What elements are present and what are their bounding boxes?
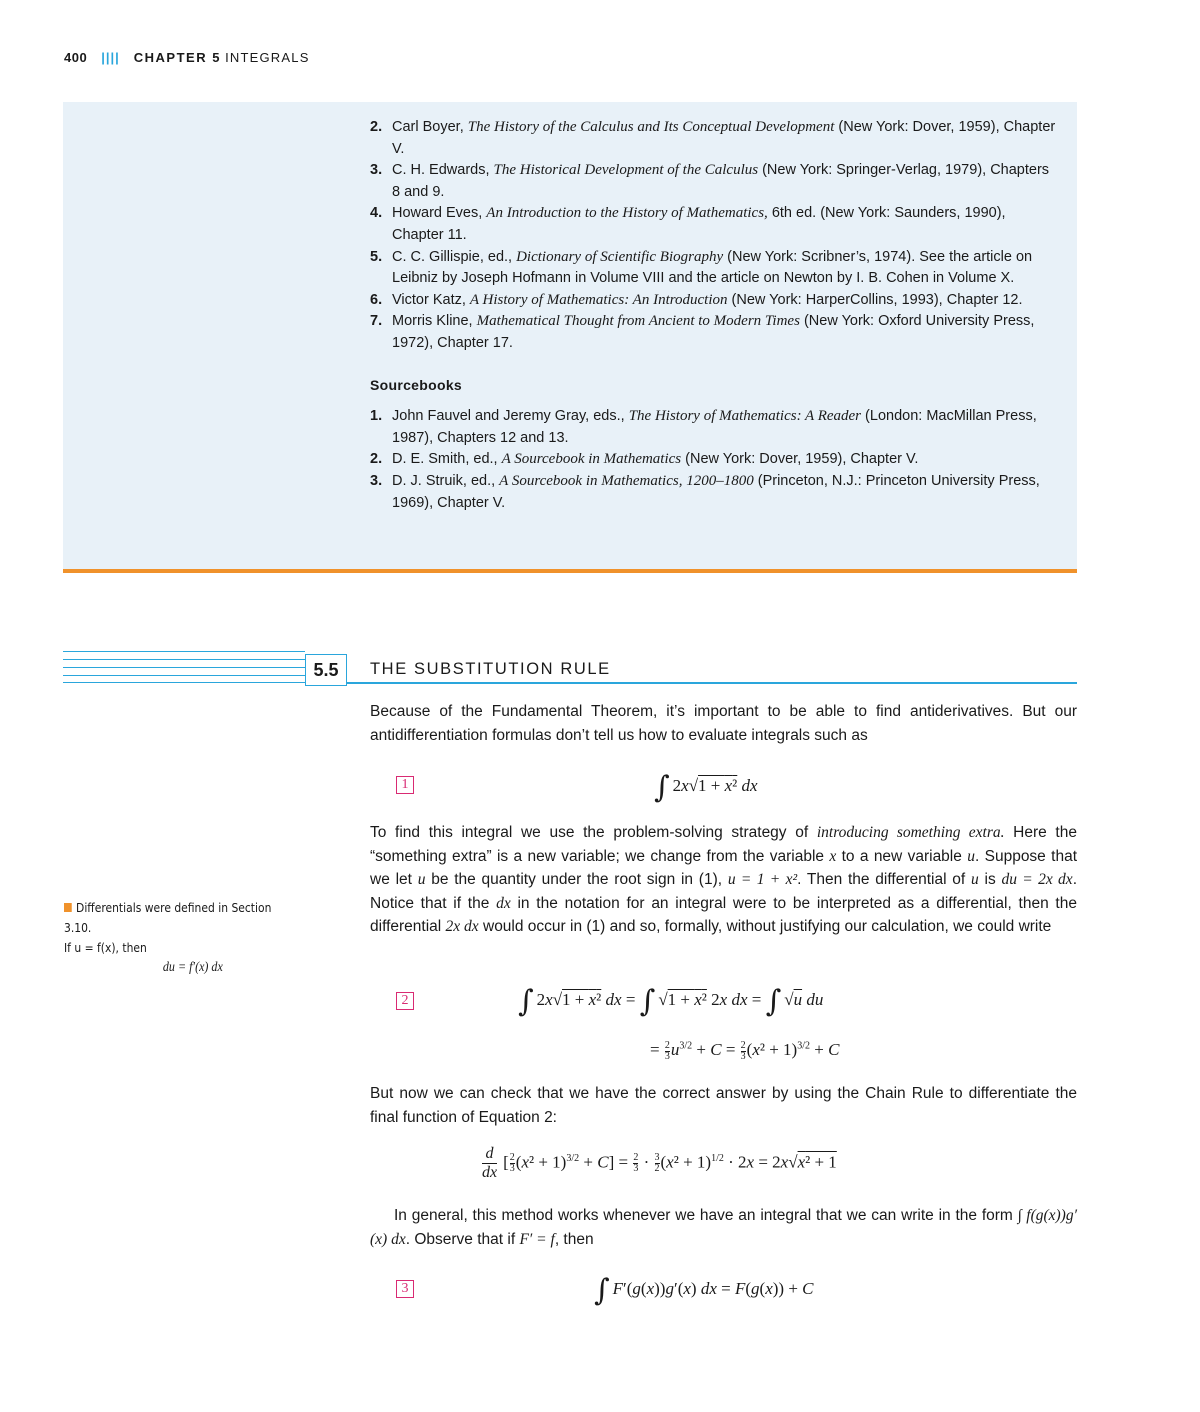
sourcebook-item: 3. D. J. Struik, ed., A Sourcebook in Mathematics, 1200–1800 (Princeton, N.J.: Princeton University Press, 1969), Chapter V. <box>370 472 1040 511</box>
reference-item: 7. Morris Kline, Mathematical Thought from Ancient to Modern Times (New York: Oxford University Press, 1972), Chapter 17. <box>370 313 1035 351</box>
reference-item: 5. C. C. Gillispie, ed., Dictionary of Scientific Biography (New York: Scribner’s, 1974). See the article on Leibniz by Joseph Hofmann in Volume VIII and the article on Newton by I. B. Cohen in Volume X. <box>370 248 1033 287</box>
section-title: THE SUBSTITUTION RULE <box>370 660 611 678</box>
references-box-rule <box>63 569 1077 573</box>
equation-number-1: 1 <box>396 776 414 794</box>
margin-note-line-1: Differentials were defined in Section 3.10. <box>64 900 272 935</box>
equation-1: ∫ 2x√1 + x² dx <box>654 770 758 805</box>
margin-note <box>64 898 292 978</box>
section-number: 5.5 <box>305 654 347 686</box>
reference-item: 4. Howard Eves, An Introduction to the History of Mathematics, 6th ed. (New York: Saunders, 1990), Chapter 11. <box>370 205 1006 243</box>
page-number: 400 <box>64 50 88 65</box>
note-bullet-icon <box>64 903 72 912</box>
reference-item: 6. Victor Katz, A History of Mathematics: An Introduction (New York: HarperCollins, 1993), Chapter 12. <box>370 291 1023 308</box>
sourcebook-item: 2. D. E. Smith, ed., A Sourcebook in Mathematics (New York: Dover, 1959), Chapter V. <box>370 451 919 468</box>
equation-number-3: 3 <box>396 1280 414 1298</box>
reference-list <box>370 117 1060 514</box>
section-decor-lines <box>63 651 305 683</box>
paragraph-chain-rule: But now we can check that we have the correct answer by using the Chain Rule to differentiate the final function of Equation 2: <box>370 1085 1077 1126</box>
chapter-label: CHAPTER 5 <box>133 50 221 65</box>
header-divider: |||| <box>101 50 120 65</box>
equation-2-line-2: = $\frac{2}{3}$ $u^{3/2} + C$ = $\frac{2}{3}$ $(x^2 + 1)^{3/2} + C$ <box>650 1039 840 1062</box>
equation-2-line-1: ∫ 2x√1 + x² dx = ∫ √1 + x² 2x dx = ∫ √u du <box>518 984 824 1019</box>
margin-note-formula: du = f′(x) dx <box>162 960 223 975</box>
reference-item: 3. C. H. Edwards, The Historical Development of the Calculus (New York: Springer-Verlag, 1979), Chapters 8 and 9. <box>370 162 1050 200</box>
chapter-name: INTEGRALS <box>225 50 310 65</box>
equation-3: ∫ F′(g(x))g′(x) dx = F(g(x)) + C <box>594 1273 814 1308</box>
reference-item: 2. Carl Boyer, The History of the Calculus and Its Conceptual Development (New York: Dover, 1959), Chapter V. <box>370 119 1056 157</box>
paragraph-substitution: To find this integral we use the problem-solving strategy of introducing something extra. Here the “something extra” is a new variable; we change from the variable x to a new variable u. Suppose that we let u be the quantity under the root sign in (1), u = 1 + x². Then the differential of u is du = 2x dx. Notice that if the dx in the notation for an integral were to be interpreted as a differential, then the differential 2x dx would occur in (1) and so, formally, without justifying our calculation, we could write <box>370 824 1077 936</box>
margin-note-line-2: If u = f(x), then <box>64 940 147 955</box>
section-underline <box>347 682 1077 684</box>
sourcebook-item: 1. John Fauvel and Jeremy Gray, eds., The History of Mathematics: A Reader (London: MacMillan Press, 1987), Chapters 12 and 13. <box>370 408 1037 446</box>
sourcebooks-heading: Sourcebooks <box>370 376 462 393</box>
paragraph-intro: Because of the Fundamental Theorem, it’s important to be able to find antiderivatives. But our antidifferentiation formulas don’t tell us how to evaluate integrals such as <box>370 703 1077 744</box>
equation-number-2: 2 <box>396 992 414 1010</box>
paragraph-general: In general, this method works whenever we have an integral that we can write in the form ∫ f(g(x))g′(x) dx. Observe that if F′ = f, then <box>370 1207 1077 1248</box>
running-header <box>64 50 310 65</box>
equation-derivative-check: $\frac{d}{dx}$ [ $\frac{2}{3}$ $(x^2 + 1)^{3/2} + C$] = $\frac{2}{3}$ · $\frac{3}{2}$ $(x^2 + 1)^{1/2} \cdot 2x = 2x√x^2 + 1$ <box>482 1145 837 1181</box>
